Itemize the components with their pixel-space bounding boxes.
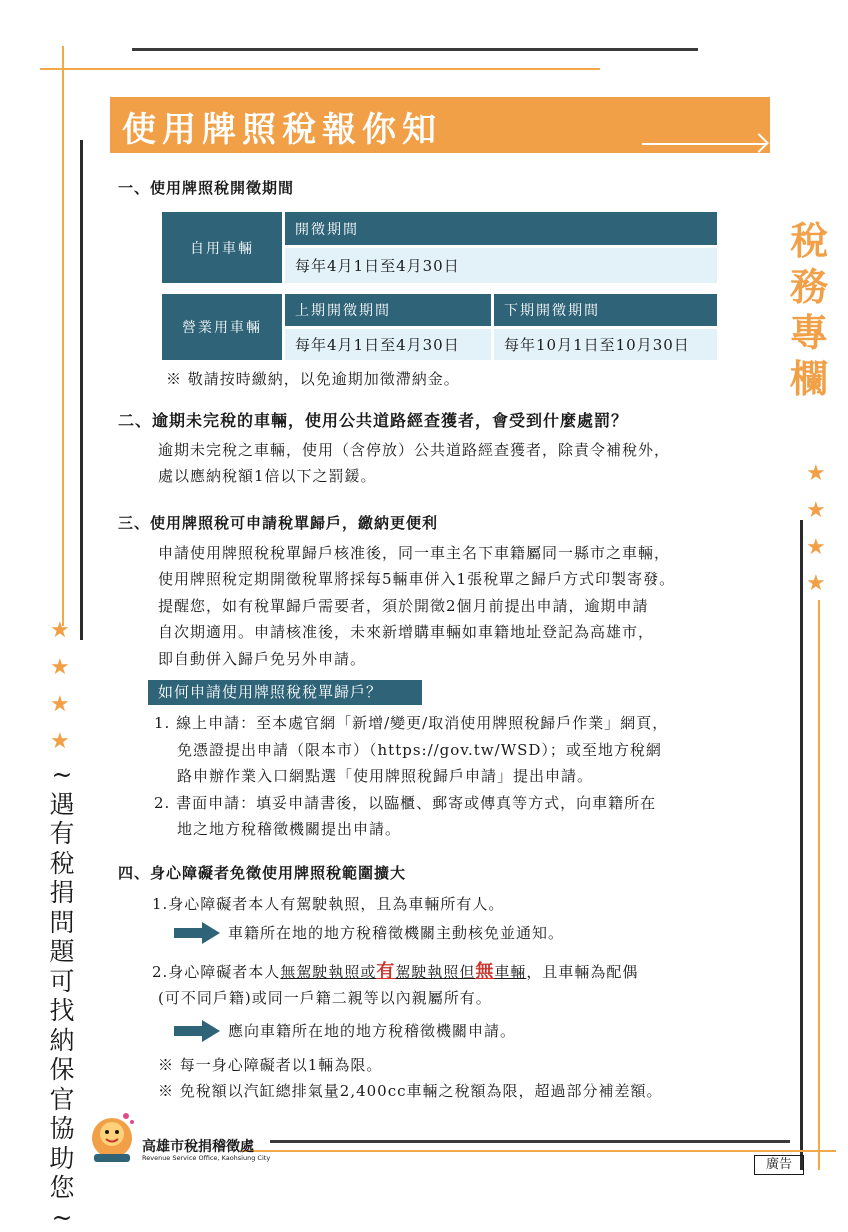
table-business-value-1: 每年4月1日至4月30日 bbox=[285, 329, 491, 360]
table-private-value: 每年4月1日至4月30日 bbox=[285, 248, 717, 283]
section4-note: ※ 免稅額以汽缸總排氣量2,400cc車輛之稅額為限，超過部分補差額。 bbox=[158, 1082, 663, 1100]
star-icon: ★ bbox=[806, 535, 826, 560]
item2-tail: ，且車輛為配偶 bbox=[526, 963, 639, 981]
table-private-label: 自用車輛 bbox=[162, 212, 282, 283]
star-icon: ★ bbox=[50, 729, 70, 754]
section1-heading: 一、使用牌照稅開徵期間 bbox=[118, 179, 295, 197]
section3-subheading: 如何申請使用牌照稅稅單歸戶？ bbox=[148, 680, 422, 705]
page-title: 使用牌照稅報你知 bbox=[122, 110, 442, 150]
section4-item2 bbox=[152, 959, 638, 986]
org-name-en: Revenue Service Office, Kaohsiung City bbox=[142, 1154, 271, 1162]
table-business-header-2: 下期開徵期間 bbox=[494, 294, 717, 326]
frame-top-dark-line bbox=[132, 48, 698, 51]
section2-line: 逾期未完稅之車輛，使用（含停放）公共道路經查獲者，除責令補稅外， bbox=[158, 441, 671, 459]
section4-heading: 四、身心障礙者免徵使用牌照稅範圍擴大 bbox=[118, 864, 407, 882]
side-column-title: 稅務專欄 bbox=[789, 219, 828, 401]
left-vertical-slogan: ~遇有稅捐問題可找納保官協助您~ bbox=[49, 760, 75, 1232]
section3-heading: 三、使用牌照稅可申請稅單歸戶，繳納更便利 bbox=[118, 514, 439, 532]
frame-bottom-dark-line bbox=[270, 1140, 790, 1143]
arrow-right-icon bbox=[174, 1020, 220, 1042]
section4-item2-result: 應向車籍所在地的地方稅稽徵機關申請。 bbox=[228, 1022, 517, 1040]
section3-step: 1. 線上申請：至本處官網「新增/變更/取消使用牌照稅歸戶作業」網頁， bbox=[154, 714, 669, 732]
ad-label: 廣告 bbox=[754, 1155, 804, 1175]
star-icon: ★ bbox=[806, 571, 826, 596]
table-business-value-2: 每年10月1日至10月30日 bbox=[494, 329, 717, 360]
section4-item1: 1.身心障礙者本人有駕駛執照，且為車輛所有人。 bbox=[152, 895, 505, 913]
item2-license-but: 駕駛執照但 bbox=[395, 963, 476, 981]
section3-step: 2. 書面申請：填妥申請書後，以臨櫃、郵寄或傳真等方式，向車籍所在 bbox=[154, 794, 657, 812]
star-icon: ★ bbox=[806, 461, 826, 486]
org-mascot-logo bbox=[86, 1108, 138, 1164]
item2-vehicle: 車輛 bbox=[494, 963, 527, 981]
section3-step: 路申辦作業入口網點選「使用牌照稅歸戶申請」提出申請。 bbox=[177, 767, 594, 785]
star-icon: ★ bbox=[50, 692, 70, 717]
item2-text: 2.身心障礙者本人 bbox=[152, 963, 281, 981]
frame-right-orange-line bbox=[818, 600, 820, 1170]
section1-note: ※ 敬請按時繳納，以免逾期加徵滯納金。 bbox=[166, 370, 460, 388]
item2-no-license: 無駕駛執照或 bbox=[280, 963, 377, 981]
star-icon: ★ bbox=[50, 655, 70, 680]
section3-line: 自次期適用。申請核准後，未來新增購車輛如車籍地址登記為高雄市， bbox=[158, 623, 655, 641]
item2-has-emphasis: 有 bbox=[376, 961, 396, 982]
frame-left-dark-line bbox=[80, 140, 83, 640]
section4-note: ※ 每一身心障礙者以1輛為限。 bbox=[158, 1056, 383, 1074]
title-arrow-line bbox=[642, 143, 766, 145]
frame-top-orange-line bbox=[40, 68, 600, 70]
frame-left-orange-line bbox=[62, 46, 64, 626]
item2-no-emphasis: 無 bbox=[475, 961, 495, 982]
section3-step: 地之地方稅稽徵機關提出申請。 bbox=[177, 820, 402, 838]
star-icon: ★ bbox=[50, 618, 70, 643]
table-private-header: 開徵期間 bbox=[285, 212, 717, 245]
section3-line: 即自動併入歸戶免另外申請。 bbox=[158, 650, 367, 668]
section2-line: 處以應納稅額1倍以下之罰鍰。 bbox=[158, 467, 377, 485]
org-name: 高雄市稅捐稽徵處 bbox=[142, 1139, 254, 1155]
section3-line: 使用牌照稅定期開徵稅單將採每5輛車併入1張稅單之歸戶方式印製寄發。 bbox=[158, 570, 676, 588]
star-icon: ★ bbox=[806, 498, 826, 523]
section4-item2-line2: (可不同戶籍)或同一戶籍二親等以內親屬所有。 bbox=[158, 989, 492, 1007]
section3-step: 免憑證提出申請（限本市）（https://gov.tw/WSD）；或至地方稅網 bbox=[177, 741, 662, 759]
table-business-label: 營業用車輛 bbox=[162, 294, 282, 360]
section3-line: 申請使用牌照稅稅單歸戶核准後，同一車主名下車籍屬同一縣市之車輛， bbox=[158, 544, 671, 562]
table-business-header-1: 上期開徵期間 bbox=[285, 294, 491, 326]
section4-item1-result: 車籍所在地的地方稅稽徵機關主動核免並通知。 bbox=[228, 924, 565, 942]
frame-right-dark-line bbox=[800, 520, 803, 1170]
frame-bottom-orange-line bbox=[240, 1150, 836, 1152]
section2-heading: 二、逾期未完稅的車輛，使用公共道路經查獲者，會受到什麼處罰？ bbox=[118, 411, 629, 430]
section3-line: 提醒您，如有稅單歸戶需要者，須於開徵2個月前提出申請，逾期申請 bbox=[158, 597, 649, 615]
arrow-right-icon bbox=[174, 922, 220, 944]
